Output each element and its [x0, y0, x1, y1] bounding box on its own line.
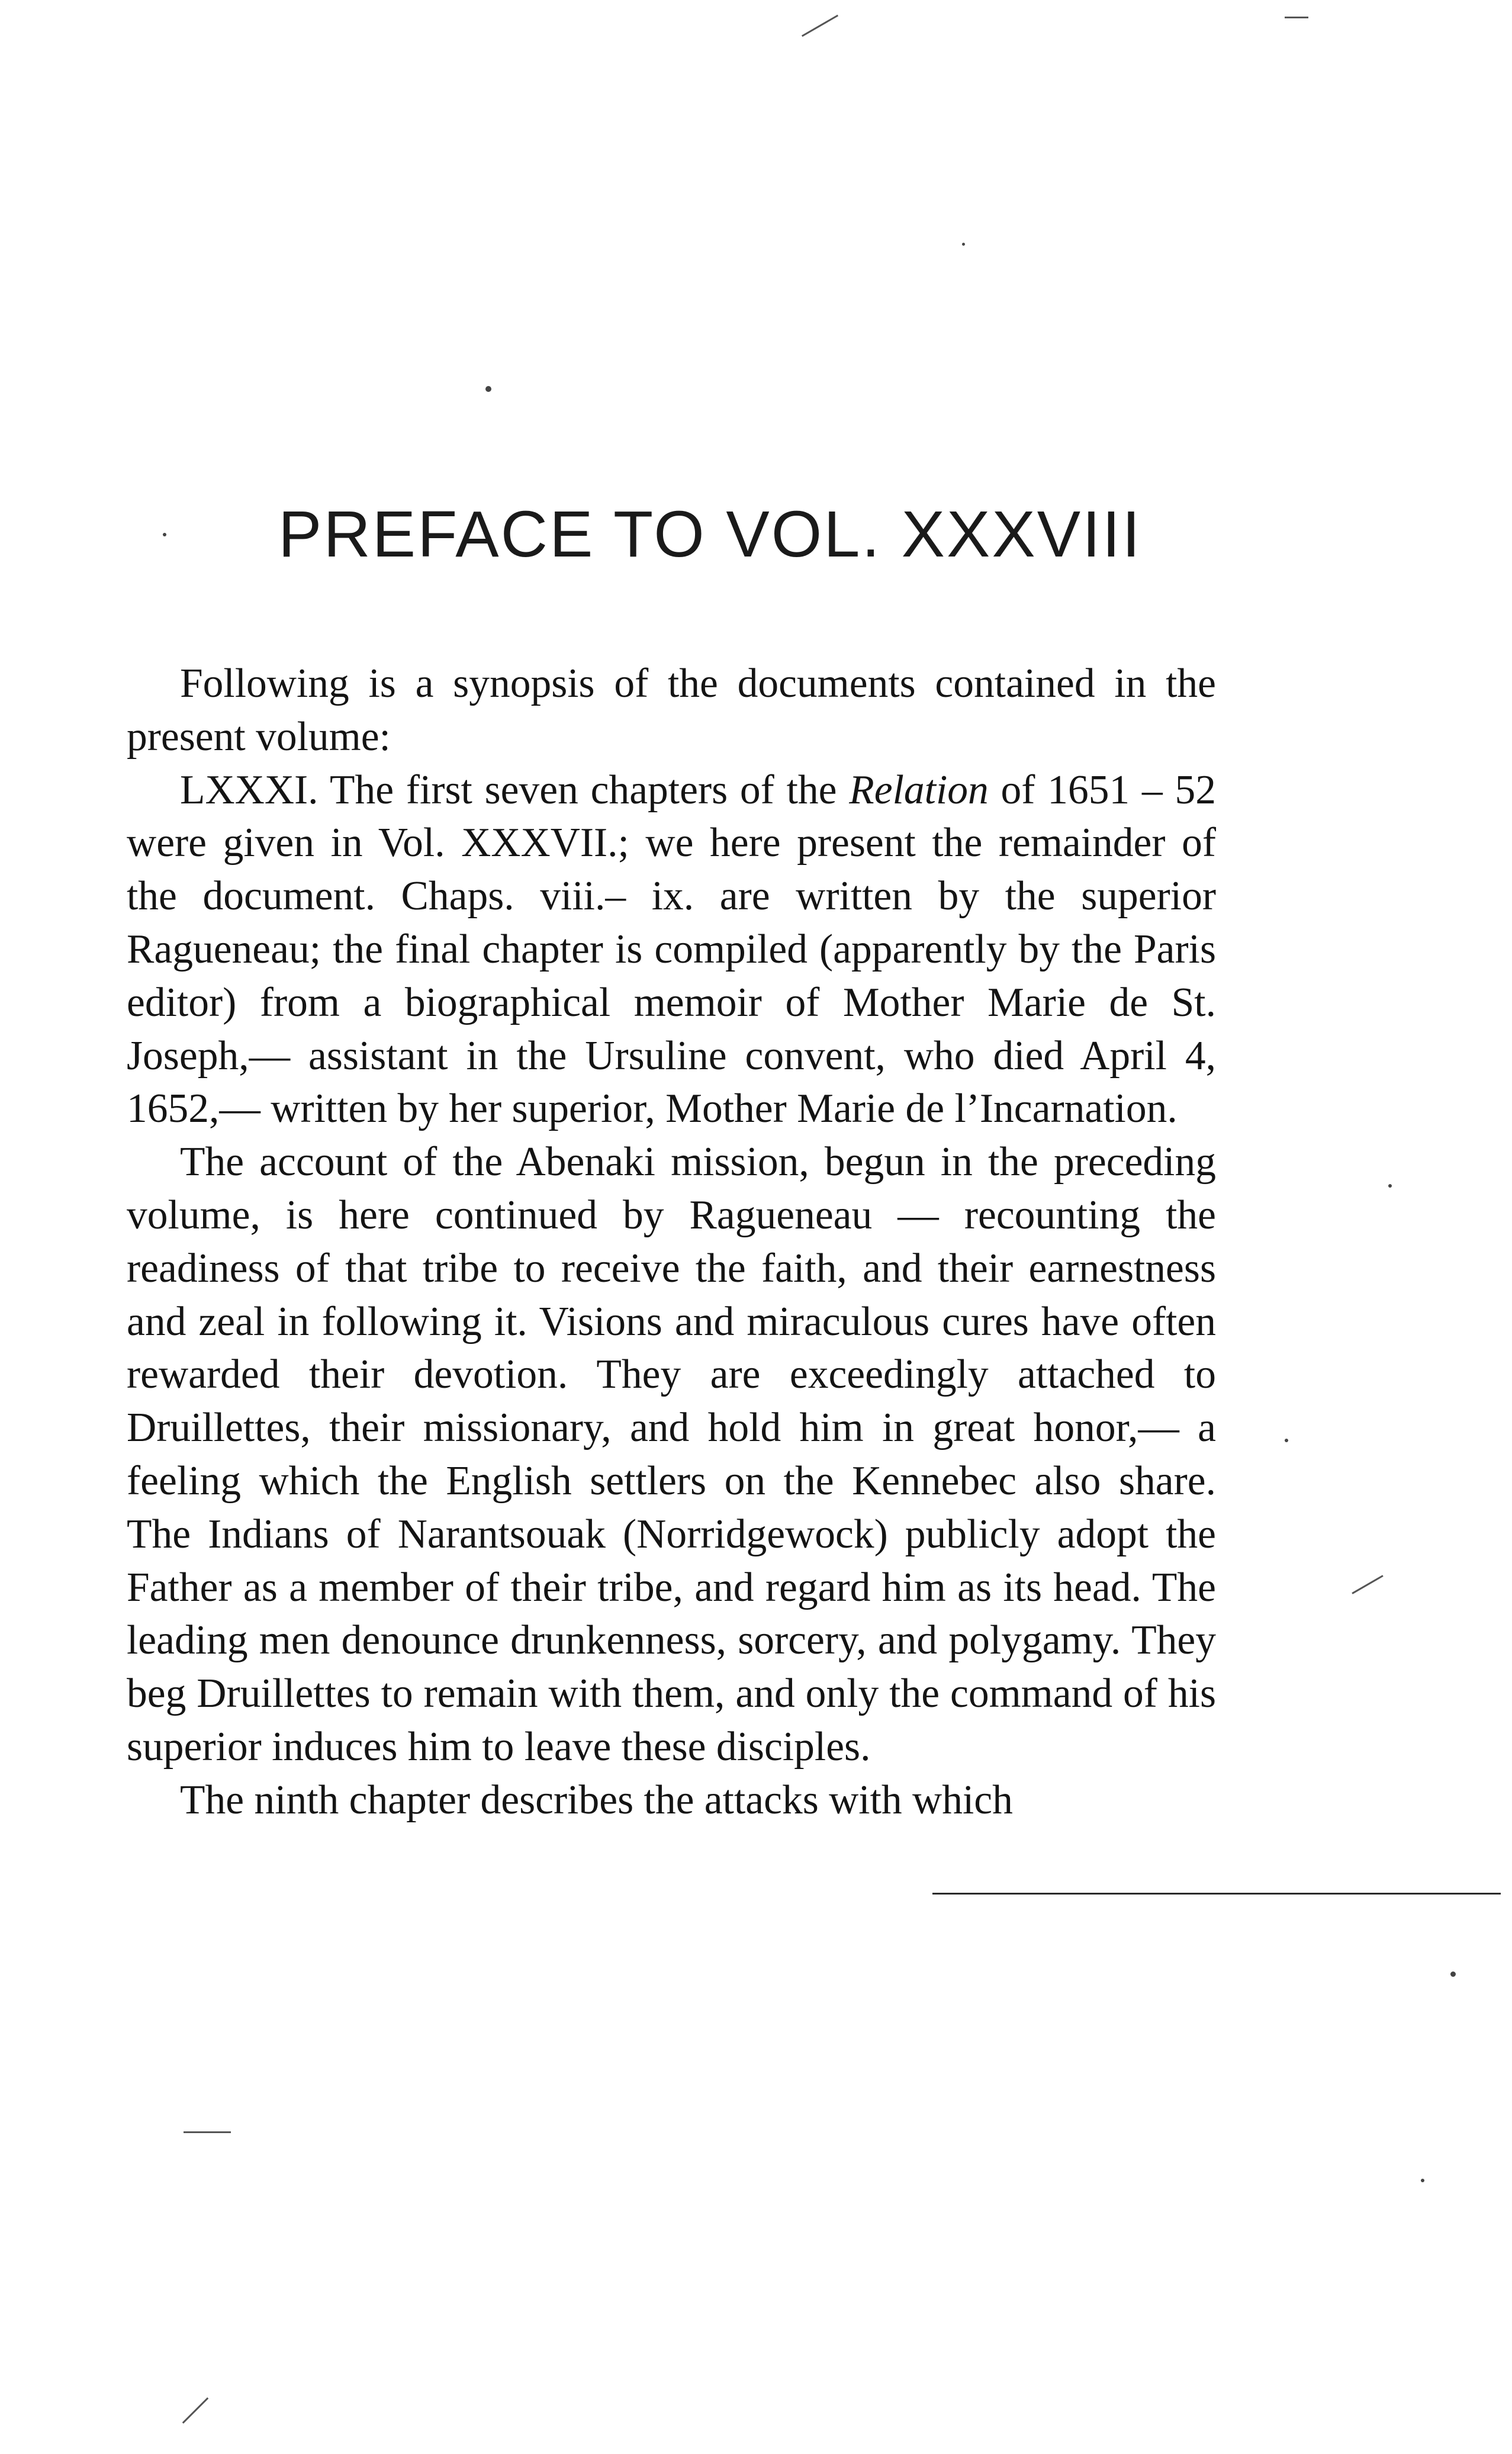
scan-speck	[163, 533, 166, 536]
scan-mark	[802, 15, 838, 37]
entry-lead-text: LXXXI. The first seven chapters of the	[180, 767, 850, 813]
entry-continuation-text: of 1651 – 52 were given in Vol. XXXVII.; we here present the remainder of the document. Chaps. viii.– ix. are written by the superior Ragueneau; the final chapter is compiled (apparently by the Paris editor) from a biographical memoir of Mother Marie de St. Joseph,— assistant in the Ursuline convent, who died April 4, 1652,— written by her superior, Mother Marie de l’Incarnation.	[127, 767, 1217, 1132]
scan-speck	[1285, 1439, 1288, 1442]
ninth-chapter-paragraph: The ninth chapter describes the attacks with which	[180, 1777, 1013, 1823]
scan-mark	[1285, 17, 1308, 18]
relation-italic: Relation	[849, 767, 989, 813]
page-title: PREFACE TO VOL. XXXVIII	[278, 498, 1142, 571]
scan-mark	[1352, 1575, 1383, 1594]
document-entry-paragraph	[127, 764, 1216, 1136]
body-text	[127, 657, 1216, 1827]
scan-speck	[1450, 1971, 1456, 1977]
scan-mark	[182, 2397, 209, 2424]
scan-speck	[962, 243, 965, 246]
intro-paragraph: Following is a synopsis of the documents contained in the present volume:	[127, 661, 1216, 760]
scan-speck	[1388, 1184, 1392, 1188]
scan-strike-line	[932, 1893, 1501, 1895]
scan-mark	[184, 2131, 231, 2133]
scan-speck	[485, 386, 491, 392]
scan-speck	[1421, 2179, 1424, 2182]
abenaki-paragraph: The account of the Abenaki mission, begun in the preceding volume, is here continued by Ragueneau — recounting the readiness of that tribe to receive the faith, and their earnestness and zeal in following it. Visions and miraculous cures have often rewarded their devotion. They are exceedingly attached to Druillettes, their missionary, and hold him in great honor,— a feeling which the English settlers on the Kennebec also share. The Indians of Narantsouak (Norridgewock) publicly adopt the Father as a member of their tribe, and regard him as its head. The leading men denounce drunkenness, sorcery, and polygamy. They beg Druillettes to remain with them, and only the command of his superior induces him to leave these disciples.	[127, 1139, 1216, 1770]
